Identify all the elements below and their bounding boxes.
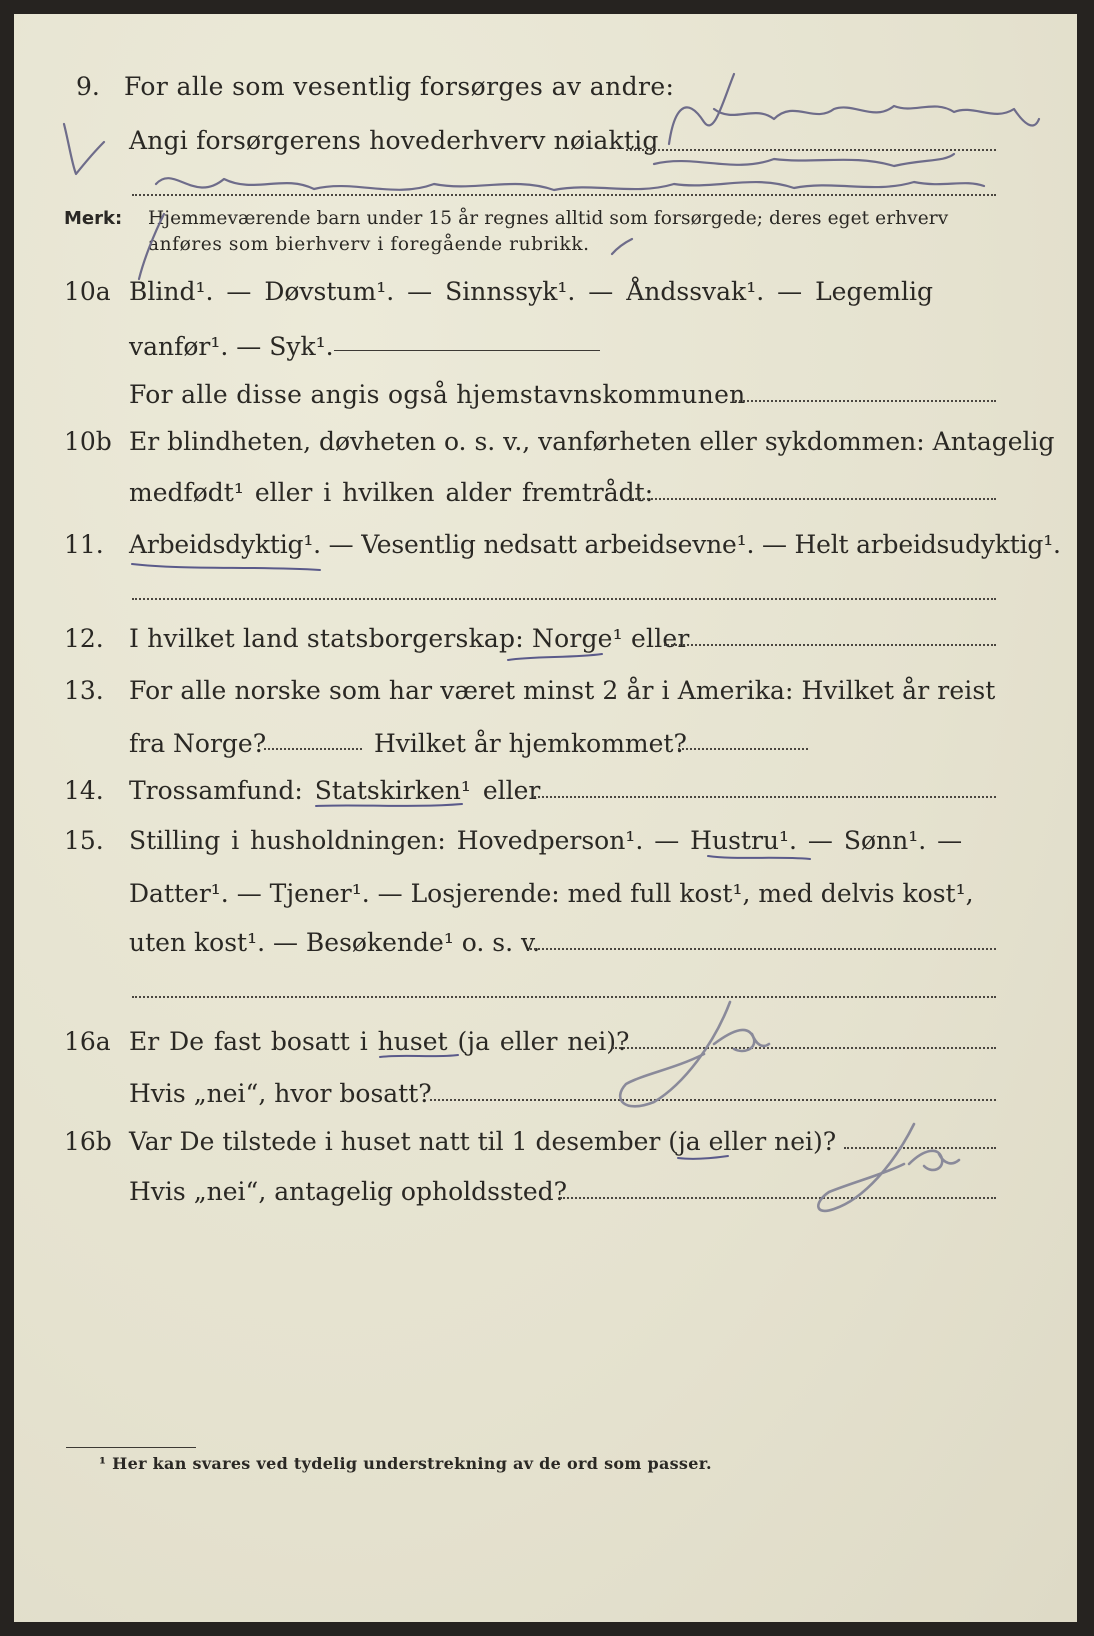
q9-handwriting-1 (669, 74, 1039, 144)
margin-check-mark (64, 124, 104, 174)
q16b-line2: Hvis „nei“, antagelig opholdssted? (129, 1177, 568, 1206)
q16b-answer-line-1 (844, 1147, 996, 1149)
q9-answer-line-1 (626, 149, 996, 151)
q9-number: 9. (76, 72, 100, 101)
q12-line1: I hvilket land statsborgerskap: Norge¹ eller (129, 624, 690, 653)
census-form-page (14, 14, 1077, 1622)
q16a-answer-line-1 (612, 1047, 996, 1049)
q10b-line1: Er blindheten, døvheten o. s. v., vanførheten eller sykdommen: Antagelig (129, 427, 1055, 456)
q16b-answer-line-2 (560, 1197, 996, 1199)
q14-line1: Trossamfund: Statskirken¹ eller (129, 776, 541, 805)
q12-number: 12. (64, 624, 104, 653)
q15-line2: Datter¹. — Tjener¹. — Losjerende: med full kost¹, med delvis kost¹, (129, 879, 974, 908)
merk-label: Merk: (64, 208, 123, 229)
merk-line1: Hjemmeværende barn under 15 år regnes alltid som forsørgede; deres eget erhverv (148, 208, 949, 229)
footnote-rule (66, 1447, 196, 1448)
q16a-line2: Hvis „nei“, hvor bosatt? (129, 1079, 432, 1108)
q16a-number: 16a (64, 1027, 111, 1056)
q14-answer-line (534, 796, 996, 798)
q13-answer-line-2 (678, 748, 808, 750)
q11-line1: Arbeidsdyktig¹. — Vesentlig nedsatt arbeidsevne¹. — Helt arbeidsudyktig¹. (129, 530, 1061, 559)
q16a-answer-line-2 (430, 1099, 996, 1101)
q11-number: 11. (64, 530, 104, 559)
q13-line2b: Hvilket år hjemkommet? (374, 729, 687, 758)
q9-answer-line-2 (132, 194, 996, 196)
q10a-line1: Blind¹. — Døvstum¹. — Sinnssyk¹. — Åndssvak¹. — Legemlig (129, 277, 933, 306)
q15-answer-line-2 (132, 996, 996, 998)
q9-line1: For alle som vesentlig forsørges av andre: (124, 72, 675, 101)
q15-answer-line-1 (530, 948, 996, 950)
merk-line2: anføres som bierhverv i foregående rubrikk. (148, 234, 590, 255)
q14-number: 14. (64, 776, 104, 805)
underline-hustru (708, 856, 810, 859)
q15-number: 15. (64, 826, 104, 855)
q10a-line3: For alle disse angis også hjemstavnskommunen (129, 380, 746, 409)
q10b-number: 10b (64, 427, 112, 456)
q9-line2: Angi forsørgerens hovederhverv nøiaktig (129, 126, 659, 155)
q16a-handwriting-ja (620, 1002, 730, 1106)
q11-answer-line (132, 598, 996, 600)
q16a-line1: Er De fast bosatt i huset (ja eller nei)? (129, 1027, 630, 1056)
footnote: ¹ Her kan svares ved tydelig understrekning av de ord som passer. (99, 1454, 712, 1473)
underline-arbeidsdyktig (132, 564, 320, 570)
q13-line2a: fra Norge? (129, 729, 267, 758)
q10a-answer-line-1 (334, 350, 600, 351)
underline-norge (508, 654, 602, 660)
q10b-line2: medfødt¹ eller i hvilken alder fremtrådt: (129, 478, 654, 507)
q13-line1: For alle norske som har været minst 2 år i Amerika: Hvilket år reist (129, 676, 996, 705)
q10a-number: 10a (64, 277, 111, 306)
q10b-answer-line (632, 498, 996, 500)
q10a-line2: vanfør¹. — Syk¹. (129, 332, 334, 361)
q16b-number: 16b (64, 1127, 112, 1156)
q15-line3: uten kost¹. — Besøkende¹ o. s. v. (129, 928, 541, 957)
q10a-answer-line-2 (732, 400, 996, 402)
q16b-line1: Var De tilstede i huset natt til 1 desember (ja eller nei)? (129, 1127, 837, 1156)
merk-stroke-2 (612, 239, 632, 254)
q13-number: 13. (64, 676, 104, 705)
q13-answer-line-1 (264, 748, 362, 750)
q9-handwriting-1b (654, 154, 954, 166)
q9-handwriting-2 (156, 178, 984, 190)
q12-answer-line (664, 644, 996, 646)
q16b-handwriting-ja-b (909, 1151, 959, 1170)
q15-line1: Stilling i husholdningen: Hovedperson¹. — Hustru¹. — Sønn¹. — (129, 826, 963, 855)
